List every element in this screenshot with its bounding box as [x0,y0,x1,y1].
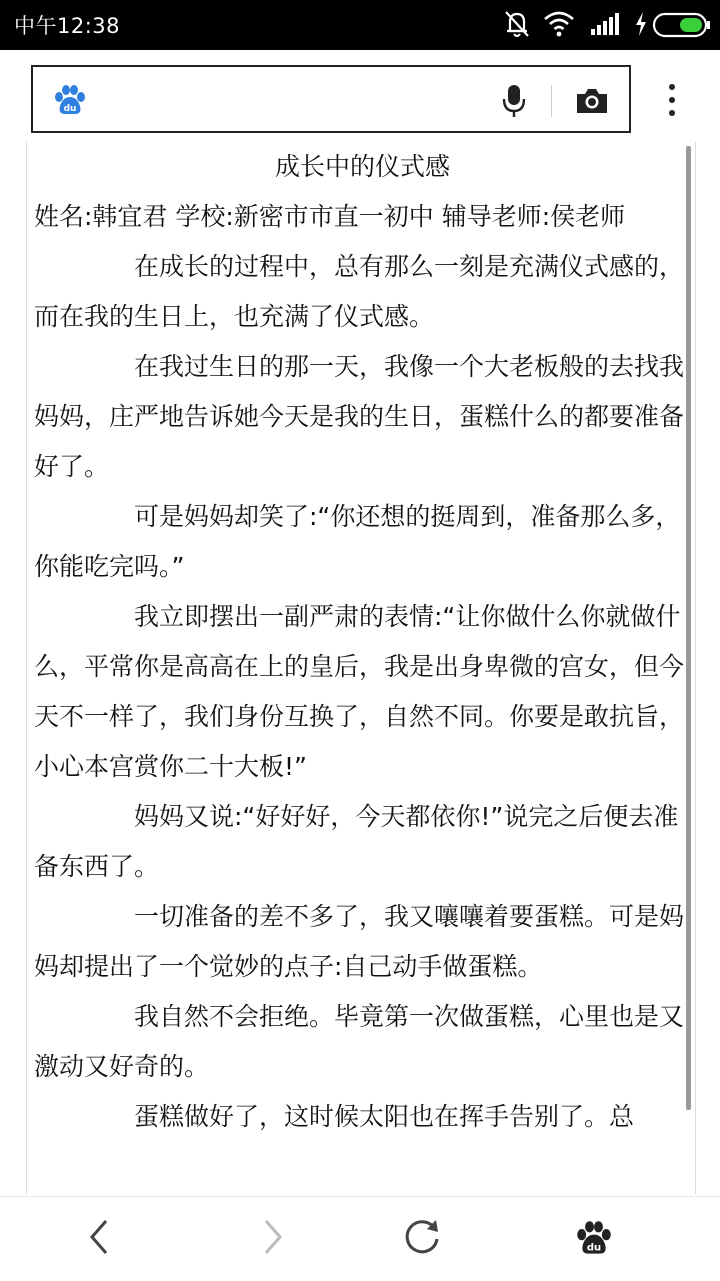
battery-icon [652,12,712,42]
baidu-home-icon[interactable] [575,1219,613,1261]
charging-icon [633,9,649,43]
article-paragraph: 蛋糕做好了，这时候太阳也在挥手告别了。总 [134,1102,635,1131]
article-body [27,142,695,1142]
article-paragraph: 在我过生日的那一天，我像一个大老板般的去找我妈妈，庄严地告诉她今天是我的生日，蛋糕什么的都要准备好了。 [34,352,685,481]
article-byline: 姓名:韩宜君 学校:新密市市直一初中 辅导老师:侯老师 [34,202,626,231]
notifications-muted-icon [503,9,531,43]
bottom-navigation [0,1196,720,1281]
forward-icon[interactable] [258,1217,288,1261]
search-input[interactable] [31,65,631,133]
article-content [26,142,696,1194]
article-paragraph: 在成长的过程中，总有那么一刻是充满仪式感的，而在我的生日上，也充满了仪式感。 [34,252,685,331]
article-paragraph: 一切准备的差不多了，我又嚷嚷着要蛋糕。可是妈妈却提出了一个觉妙的点子:自己动手做蛋糕。 [34,902,685,981]
article-paragraph: 可是妈妈却笑了:“你还想的挺周到，准备那么多，你能吃完吗。” [34,502,681,581]
back-icon[interactable] [84,1217,114,1261]
wifi-icon [543,9,575,43]
search-divider [551,85,552,117]
svg-text:du: du [586,1242,602,1254]
article-paragraph: 妈妈又说:“好好好，今天都依你!”说完之后便去准备东西了。 [34,802,679,881]
page-scrollbar[interactable] [686,146,691,1110]
article-paragraph: 我立即摆出一副严肃的表情:“让你做什么你就做什么，平常你是高高在上的皇后，我是出身卑微的宫女，但今天不一样了，我们身份互换了，自然不同。你要是敢抗旨，小心本宫赏你二十大板!” [34,602,685,781]
status-bar [0,0,720,50]
refresh-icon[interactable] [402,1217,442,1261]
status-time: 中午12:38 [14,14,121,38]
signal-icon [589,9,623,43]
more-menu-icon[interactable] [664,82,680,122]
baidu-logo-icon [53,84,87,120]
article-title: 成长中的仪式感 [274,152,450,181]
article-paragraph: 我自然不会拒绝。毕竟第一次做蛋糕，心里也是又激动又好奇的。 [34,1002,685,1081]
svg-text:du: du [63,104,77,114]
browser-toolbar [0,50,720,142]
microphone-icon[interactable] [501,83,527,123]
camera-icon[interactable] [575,85,609,119]
